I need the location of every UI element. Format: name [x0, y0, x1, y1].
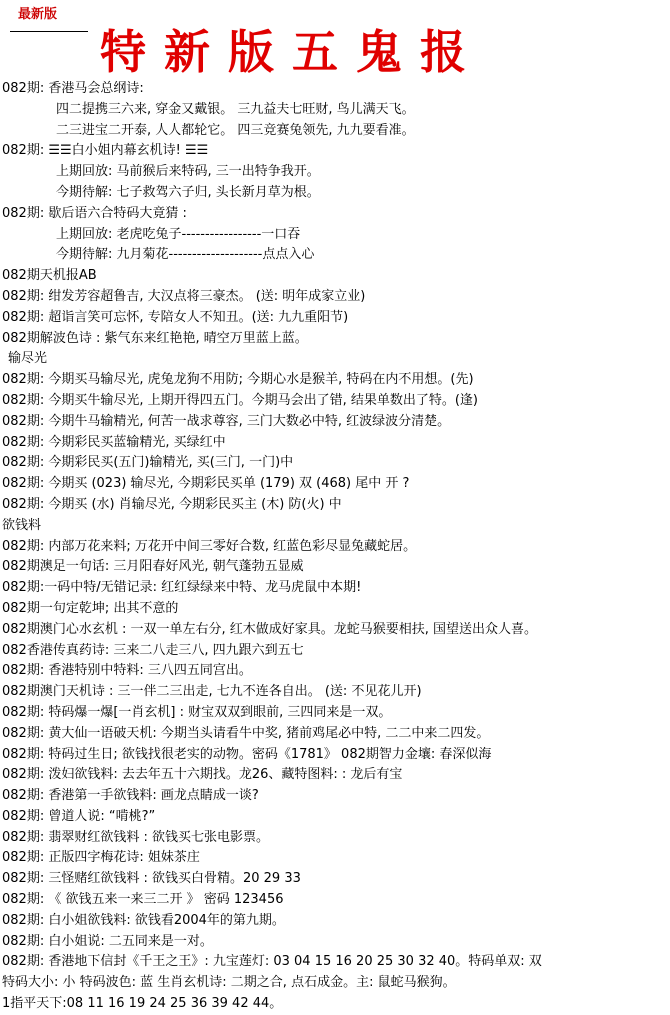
text-line: 上期回放: 老虎吃兔子-----------------一口吞 [56, 226, 301, 242]
text-line: 082期: 特码过生日; 欲钱找很老实的动物。密码《1781》 082期智力金壤: 春深似海 [2, 746, 492, 762]
text-line: 082期: 今期牛马输精光, 何苦一战求尊容, 三门大数必中特, 红波绿波分清楚。 [2, 413, 451, 429]
text-line: 082期: 正版四字梅花诗: 姐妹茶庄 [2, 850, 200, 866]
text-line: 082期:一码中特/无错记录: 红红绿绿来中特、龙马虎鼠中本期! [2, 580, 362, 596]
text-line: 082期: 白小姐欲钱料: 欲钱看2004年的第九期。 [2, 912, 285, 928]
text-line: 四二提携三六来, 穿金又戴银。 三九益夫七旺财, 鸟儿满天飞。 [56, 101, 415, 117]
page-title: 特新版五鬼报 [100, 25, 484, 79]
text-line: 082期: 白小姐说: 二五同来是一对。 [2, 933, 213, 949]
text-line: 082期澳足一句话: 三月阳春好风光, 朝气蓬勃五显威 [2, 559, 304, 575]
text-line: 082期: 今期买 (水) 肖输尽光, 今期彩民买主 (木) 防(火) 中 [2, 496, 342, 512]
text-line: 082期天机报AB [2, 268, 97, 284]
text-line: 082期: 翡翠财红欲钱料 : 欲钱买七张电影票。 [2, 829, 269, 845]
text-line: 082期: 歇后语六合特码大竟猜 : [2, 205, 187, 221]
text-line: 082期澳门天机诗 : 三一伴二三出走, 七九不连各自出。 (送: 不见花儿开) [2, 684, 422, 700]
text-line: 082期: 超诣言笑可忘怀, 专陪女人不知丑。(送: 九九重阳节) [2, 309, 349, 325]
text-line: 082期: 今期彩民买蓝输精光, 买绿红中 [2, 434, 226, 450]
text-line: 1指平天下:08 11 16 19 24 25 36 39 42 44。 [2, 996, 283, 1012]
text-line: 今期待解: 七子救驾六子归, 头长新月草为根。 [56, 184, 320, 200]
text-line: 082期: 香港第一手欲钱料: 画龙点睛成一谈? [2, 788, 259, 804]
text-line: 上期回放: 马前猴后来特码, 三一出特争我开。 [56, 164, 320, 180]
text-line: 082期: 香港地下信封《千王之王》: 九宝莲灯: 03 04 15 16 20 25 30 32 40。特码单双: 双 [2, 954, 542, 970]
text-line: 082期: 三怪赌红欲钱料 : 欲钱买白骨精。20 29 33 [2, 871, 301, 887]
text-line: 082期: 《 欲钱五来一来三二开 》 密码 123456 [2, 892, 284, 908]
text-line: 082期: 今期彩民买(五门)输精光, 买(三门, 一门)中 [2, 455, 294, 471]
content-lines [0, 79, 670, 1015]
text-line: 082期: 今期买牛输尽光, 上期开得四五门。今期马会出了错, 结果单数出了特。(逢) [2, 392, 478, 408]
text-line: 今期待解: 九月菊花--------------------点点入心 [56, 247, 315, 263]
text-line: 082期解波色诗 : 紫气东来红艳艳, 晴空万里蓝上蓝。 [2, 330, 308, 346]
badge-underline [10, 31, 88, 32]
text-line: 082期: 今期买马输尽光, 虎兔龙狗不用防; 今期心水是猴羊, 特码在内不用想。(先) [2, 372, 474, 388]
text-line: 082期: 曾道人说: “啃桃?” [2, 808, 156, 824]
text-line: 082期: 内部万花来料; 万花开中间三零好合数, 红蓝色彩尽显兔藏蛇居。 [2, 538, 417, 554]
text-line: 082香港传真药诗: 三来二八走三八, 四九跟六到五七 [2, 642, 304, 658]
text-line: 特码大小: 小 特码波色: 蓝 生肖玄机诗: 二期之合, 点石成金。主: 鼠蛇马猴狗。 [2, 975, 456, 991]
text-line: 输尽光 [8, 351, 48, 367]
text-line: 082期: 特码爆一爆[一肖玄机] : 财宝双双到眼前, 三四同来是一双。 [2, 704, 392, 720]
text-line: 二三进宝二开泰, 人人都轮它。 四三竞赛兔领先, 九九要看准。 [56, 122, 415, 138]
text-line: 082期: ☰☰白小姐内幕玄机诗! ☰☰ [2, 143, 209, 159]
text-line: 082期: 香港特别中特料: 三八四五同宫出。 [2, 663, 252, 679]
version-badge: 最新版 [18, 7, 58, 22]
text-line: 082期: 香港马会总纲诗: [2, 81, 144, 96]
text-line: 082期: 绀发芳容超鲁吉, 大汉点将三豪杰。 (送: 明年成家立业) [2, 288, 366, 304]
text-line: 欲钱料 [2, 517, 42, 533]
text-line: 082期澳门心水玄机 : 一双一单左右分, 红木做成好家具。龙蛇马猴要相扶, 国望送出众人喜。 [2, 621, 537, 637]
text-line: 082期: 今期买 (023) 输尽光, 今期彩民买单 (179) 双 (468) 尾中 开 ? [2, 476, 410, 492]
text-line: 082期: 黄大仙一语破天机: 今期当头请看牛中奖, 猪前鸡尾必中特, 二二中来二四发。 [2, 725, 490, 741]
text-line: 082期: 泼妇欲钱料: 去去年五十六期找。龙26、藏特图料: : 龙后有宝 [2, 767, 403, 783]
text-line: 082期一句定乾坤; 出其不意的 [2, 600, 179, 616]
